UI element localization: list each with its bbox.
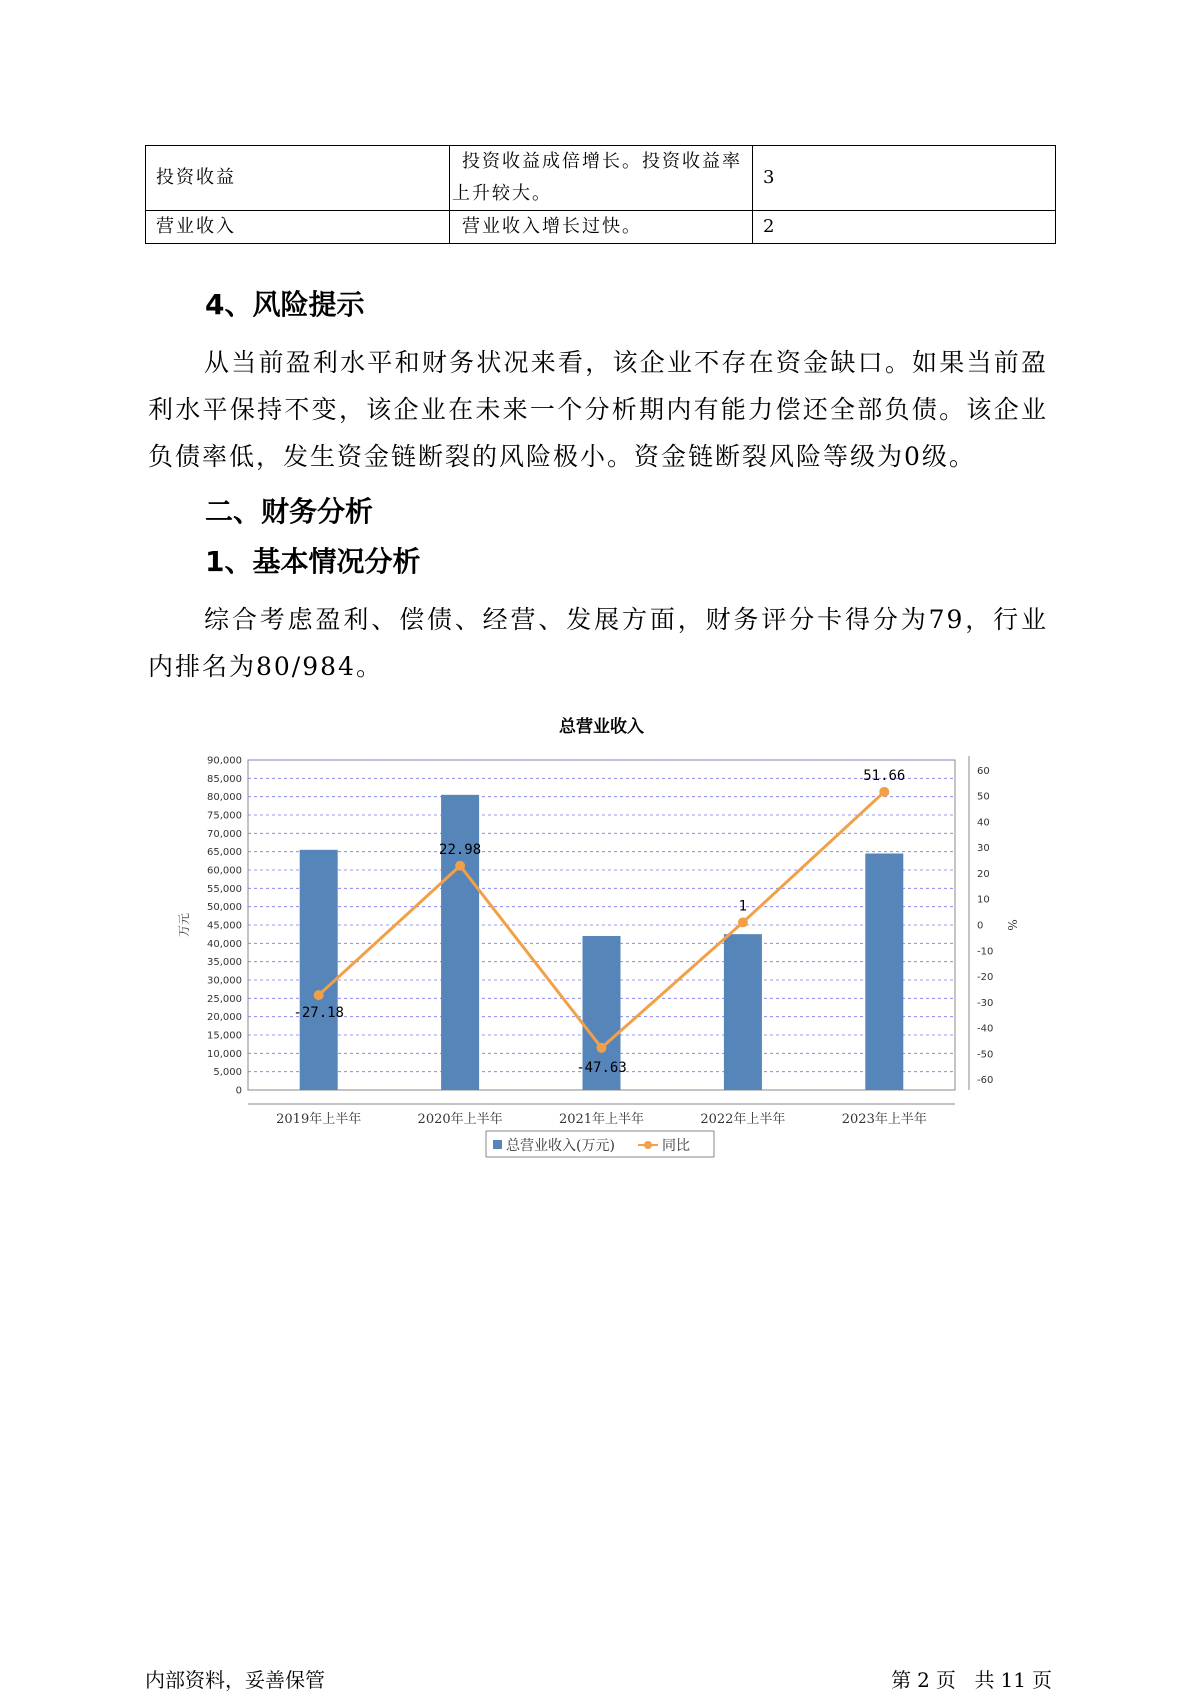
footer-page-info: 第 2 页 共 11 页 <box>891 1668 1052 1692</box>
reason-line: 上升较大。 <box>452 183 552 204</box>
yoy-point <box>879 787 889 797</box>
bar <box>300 850 338 1090</box>
reason-line: 投资收益成倍增长。投资收益率 <box>462 151 742 172</box>
y2-tick-label: -30 <box>977 997 994 1009</box>
bar <box>724 934 762 1090</box>
revenue-chart <box>170 710 1030 1180</box>
y-tick-label: 20,000 <box>207 1012 242 1024</box>
y-tick-label: 55,000 <box>207 883 242 895</box>
x-tick-label: 2020年上半年 <box>417 1112 503 1127</box>
y-tick-label: 35,000 <box>207 957 242 969</box>
y-tick-label: 0 <box>235 1085 242 1097</box>
basic-heading: 1、基本情况分析 <box>205 545 421 578</box>
y-tick-label: 10,000 <box>207 1048 242 1060</box>
table-row <box>146 146 1056 211</box>
y2-tick-label: 40 <box>977 817 990 829</box>
y2-tick-label: 50 <box>977 791 990 803</box>
y2-tick-label: -10 <box>977 946 994 958</box>
y-tick-label: 50,000 <box>207 902 242 914</box>
legend-bar-label: 总营业收入(万元) <box>506 1138 615 1154</box>
y-tick-label: 90,000 <box>207 755 242 767</box>
y2-tick-label: -60 <box>977 1075 994 1087</box>
bar <box>865 854 903 1091</box>
x-tick-label: 2022年上半年 <box>700 1112 786 1127</box>
y-tick-label: 60,000 <box>207 865 242 877</box>
legend-line-label: 同比 <box>662 1138 690 1154</box>
yoy-point <box>597 1043 607 1053</box>
reason-cell <box>450 211 753 244</box>
data-label: -27.18 <box>293 1005 344 1022</box>
risk-factor-table <box>145 145 1056 244</box>
y-tick-label: 65,000 <box>207 847 242 859</box>
y2-tick-label: 10 <box>977 894 990 906</box>
y2-tick-label: -20 <box>977 972 994 984</box>
table-row <box>146 211 1056 244</box>
risk-heading: 4、风险提示 <box>205 288 365 321</box>
x-tick-label: 2021年上半年 <box>558 1112 645 1127</box>
footer-confidential: 内部资料，妥善保管 <box>145 1668 325 1692</box>
factor-cell: 营业收入 <box>146 211 450 244</box>
data-label: -47.63 <box>576 1059 627 1076</box>
reason-line: 营业收入增长过快。 <box>462 216 642 237</box>
reason-cell <box>450 146 753 211</box>
risk-paragraph: 从当前盈利水平和财务状况来看，该企业不存在资金缺口。如果当前盈利水平保持不变，该企业在未来一个分析期内有能力偿还全部负债。该企业负债率低，发生资金链断裂的风险极小。资金链断裂风险等级为0级。 <box>148 348 1048 471</box>
bar <box>439 795 482 1090</box>
y-tick-label: 25,000 <box>207 993 242 1005</box>
y2-tick-label: 30 <box>977 843 990 855</box>
y-tick-label: 70,000 <box>207 828 242 840</box>
yoy-point <box>738 917 748 927</box>
yoy-point <box>314 990 324 1000</box>
y2-axis-label: % <box>1005 919 1019 931</box>
yoy-point <box>455 861 465 871</box>
y-tick-label: 75,000 <box>207 810 242 822</box>
y-tick-label: 45,000 <box>207 920 242 932</box>
data-label: 22.98 <box>439 841 482 858</box>
x-tick-label: 2023年上半年 <box>841 1112 927 1127</box>
y-tick-label: 85,000 <box>207 773 242 785</box>
chart-title: 总营业收入 <box>559 717 644 737</box>
y-axis-label: 万元 <box>177 912 191 938</box>
y2-tick-label: -40 <box>977 1023 994 1035</box>
y-tick-label: 80,000 <box>207 792 242 804</box>
legend-line-marker <box>644 1141 652 1149</box>
y-tick-label: 30,000 <box>207 975 242 987</box>
y2-tick-label: 60 <box>977 765 990 777</box>
factor-cell: 投资收益 <box>146 146 450 211</box>
y2-tick-label: 0 <box>977 920 984 932</box>
data-label: 1 <box>738 898 748 915</box>
y-tick-label: 15,000 <box>207 1030 242 1042</box>
y2-tick-label: -50 <box>977 1049 994 1061</box>
score-cell: 3 <box>753 146 1056 211</box>
basic-paragraph: 综合考虑盈利、偿债、经营、发展方面，财务评分卡得分为79，行业内排名为80/984。 <box>148 605 1048 681</box>
score-cell: 2 <box>753 211 1056 244</box>
x-tick-label: 2019年上半年 <box>276 1112 362 1127</box>
y-tick-label: 5,000 <box>213 1067 242 1079</box>
y2-tick-label: 20 <box>977 868 990 880</box>
y-tick-label: 40,000 <box>207 938 242 950</box>
data-label: 51.66 <box>863 767 906 784</box>
legend-bar-swatch <box>493 1140 502 1149</box>
finance-heading: 二、财务分析 <box>205 495 374 528</box>
